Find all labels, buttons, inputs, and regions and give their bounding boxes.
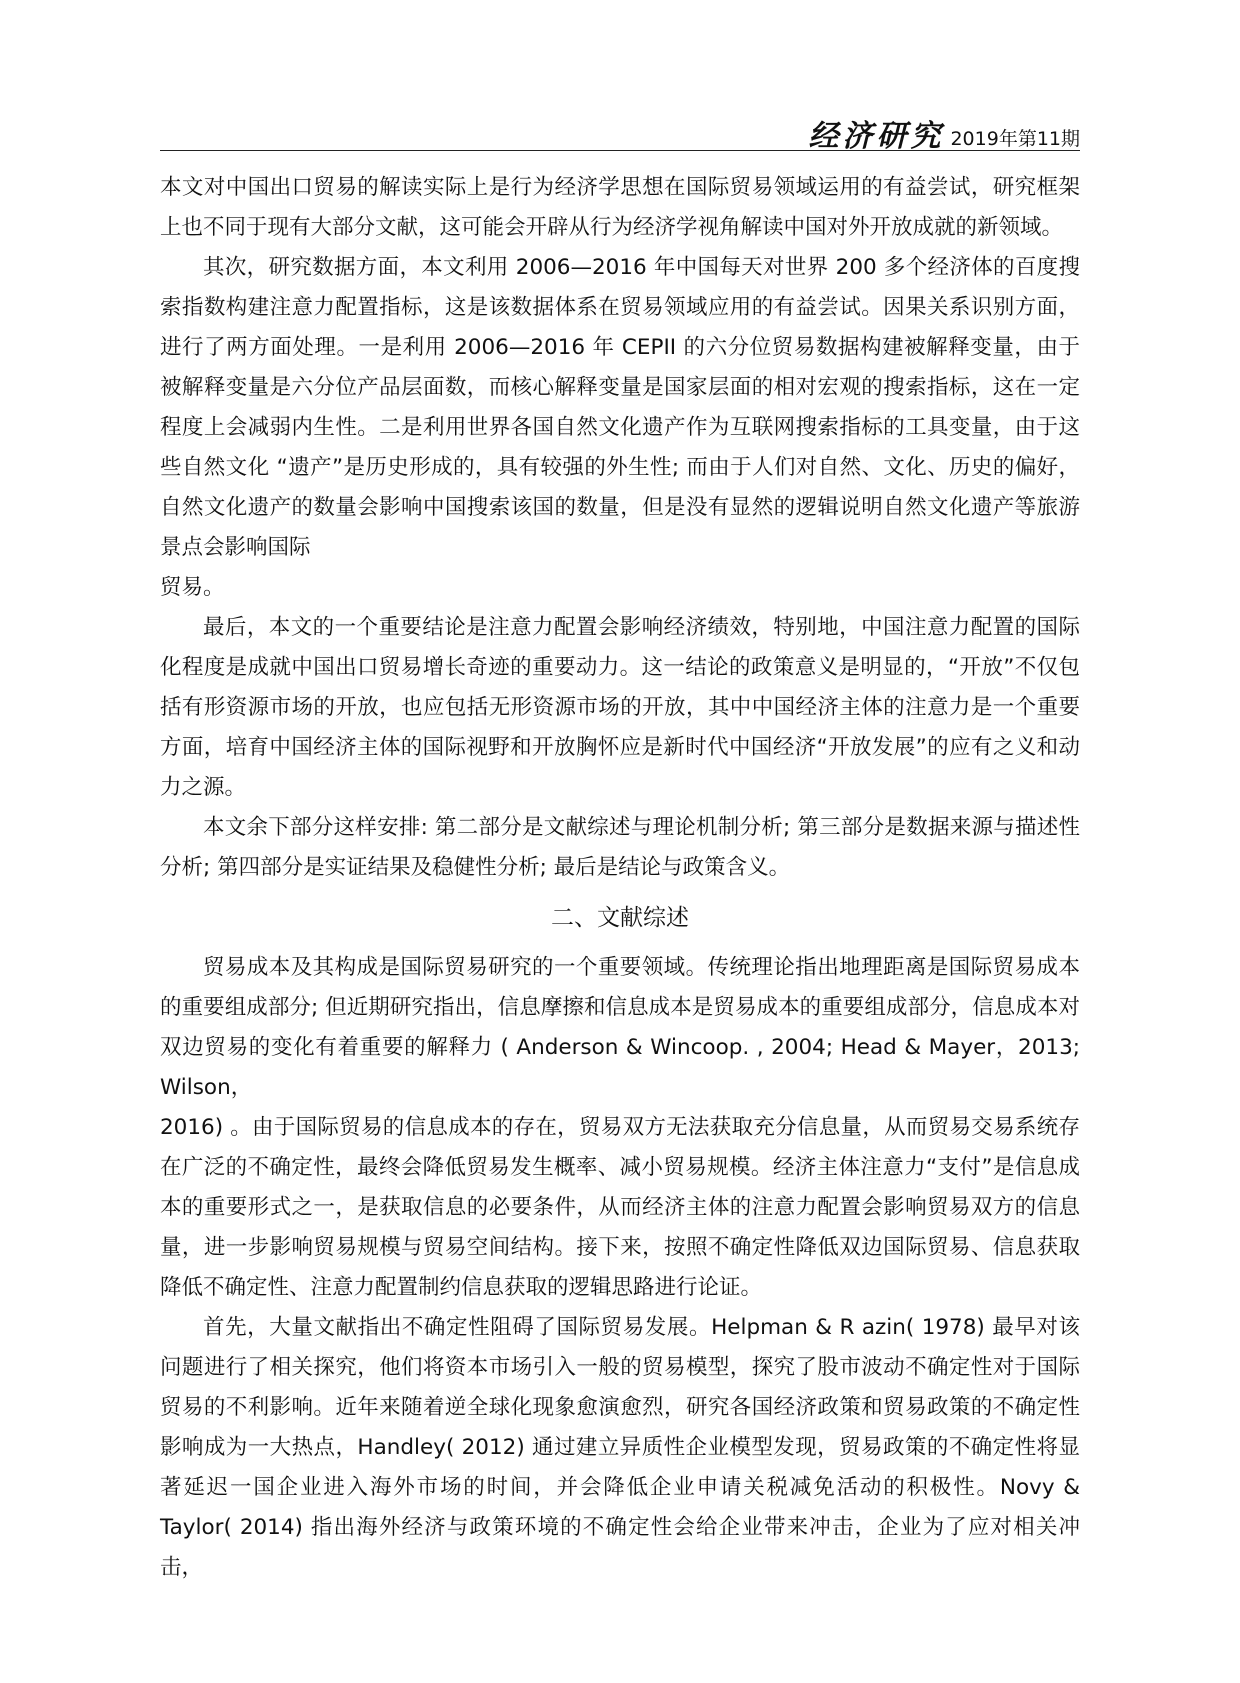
issue-number: 2019年第11期 <box>950 128 1080 151</box>
paragraph: 本文余下部分这样安排: 第二部分是文献综述与理论机制分析; 第三部分是数据来源与描述性分析; 第四部分是实证结果及稳健性分析; 最后是结论与政策含义。 <box>160 815 1080 880</box>
paragraph: 首先，大量文献指出不确定性阻碍了国际贸易发展。Helpman & R azin( 1978) 最早对该问题进行了相关探究，他们将资本市场引入一般的贸易模型，探究了股市波动不确定性对于国际贸易的不利影响。近年来随着逆全球化现象愈演愈烈，研究各国经济政策和贸易政策的不确定性影响成为一大热点，Handley( 2012) 通过建立异质性企业模型发现，贸易政策的不确定性将显著延迟一国企业进入海外市场的时间，并会降低企业申请关税减免活动的积极性。Novy & Taylor( 2014) 指出海外经济与政策环境的不确定性会给企业带来冲击，企业为了应对相关冲击， <box>160 1315 1080 1580</box>
paragraph: 贸易。 <box>160 575 225 600</box>
paragraph: 贸易成本及其构成是国际贸易研究的一个重要领域。传统理论指出地理距离是国际贸易成本的重要组成部分; 但近期研究指出，信息摩擦和信息成本是贸易成本的重要组成部分，信息成本对双边贸易的变化有着重要的解释力 ( Anderson & Wincoop. , 2004; Head & Mayer，2013; Wilson， <box>160 955 1080 1100</box>
paragraph: 其次，研究数据方面，本文利用 2006—2016 年中国每天对世界 200 多个经济体的百度搜索指数构建注意力配置指标，这是该数据体系在贸易领域应用的有益尝试。因果关系识别方面，进行了两方面处理。一是利用 2006—2016 年 CEPII 的六分位贸易数据构建被解释变量，由于被解释变量是六分位产品层面数，而核心解释变量是国家层面的相对宏观的搜索指标，这在一定程度上会减弱内生性。二是利用世界各国自然文化遗产作为互联网搜索指标的工具变量，由于这些自然文化 “遗产”是历史形成的，具有较强的外生性; 而由于人们对自然、文化、历史的偏好，自然文化遗产的数量会影响中国搜索该国的数量，但是没有显然的逻辑说明自然文化遗产等旅游景点会影响国际 <box>160 255 1080 560</box>
paragraph: 本文对中国出口贸易的解读实际上是行为经济学思想在国际贸易领域运用的有益尝试，研究框架上也不同于现有大部分文献，这可能会开辟从行为经济学视角解读中国对外开放成就的新领域。 <box>160 175 1080 240</box>
running-header <box>160 108 1080 152</box>
paragraph: 2016) 。由于国际贸易的信息成本的存在，贸易双方无法获取充分信息量，从而贸易交易系统存在广泛的不确定性，最终会降低贸易发生概率、减小贸易规模。经济主体注意力“支付”是信息成本的重要形式之一，是获取信息的必要条件，从而经济主体的注意力配置会影响贸易双方的信息量，进一步影响贸易规模与贸易空间结构。接下来，按照不确定性降低双边国际贸易、信息获取降低不确定性、注意力配置制约信息获取的逻辑思路进行论证。 <box>160 1115 1080 1300</box>
section-title: 二、文献综述 <box>551 905 689 931</box>
header-rule <box>160 150 1080 151</box>
paragraph: 最后，本文的一个重要结论是注意力配置会影响经济绩效，特别地，中国注意力配置的国际化程度是成就中国出口贸易增长奇迹的重要动力。这一结论的政策意义是明显的，“开放”不仅包括有形资源市场的开放，也应包括无形资源市场的开放，其中中国经济主体的注意力是一个重要方面，培育中国经济主体的国际视野和开放胸怀应是新时代中国经济“开放发展”的应有之义和动力之源。 <box>160 615 1080 800</box>
journal-logo: 经济研究 <box>808 119 945 154</box>
article-body <box>160 168 1080 1588</box>
